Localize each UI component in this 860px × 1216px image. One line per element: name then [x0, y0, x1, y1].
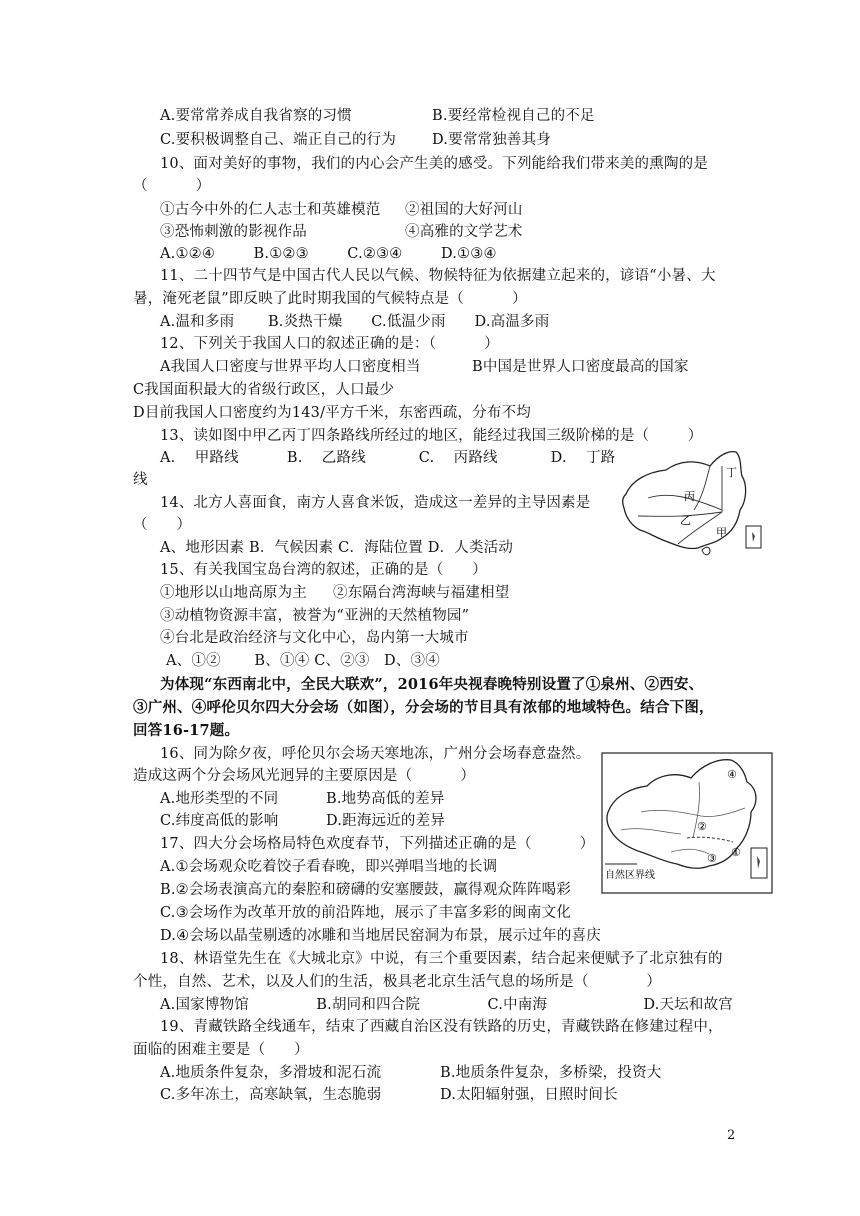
map-label-bing: 丙 — [684, 490, 695, 503]
q19-stem-line2: 面临的困难主要是（ ） — [133, 1042, 309, 1058]
q10-choices: A.①②④ B.①②③ C.②③④ D.①③④ — [160, 246, 497, 262]
q16-option-c: C.纬度高低的影响 — [160, 813, 279, 829]
q16-17-intro-line2: ③广州、④呼伦贝尔四大分会场（如图），分会场的节目具有浓郁的地域特色。结合下图， — [133, 699, 714, 716]
q16-stem-line2: 造成这两个分会场风光迥异的主要原因是（ ） — [133, 768, 476, 784]
venue-label-3: ③ — [707, 852, 717, 865]
q16-17-intro-line3: 回答16-17题。 — [133, 722, 240, 739]
q13-route-map — [618, 446, 768, 564]
q9-option-b: B.要经常检视自己的不足 — [432, 108, 595, 124]
q13-choices: A. 甲路线 B. 乙路线 C. 丙路线 D. 丁路 — [160, 450, 616, 466]
q16-option-a: A.地形类型的不同 — [160, 791, 279, 807]
q12-option-d: D目前我国人口密度约为143/平方千米，东密西疏，分布不均 — [133, 405, 531, 421]
q19-option-c: C.多年冻土，高寒缺氧，生态脆弱 — [160, 1087, 382, 1103]
q10-answer-paren: （ ） — [133, 178, 211, 194]
q10-item-2: ②祖国的大好河山 — [405, 202, 523, 218]
q18-stem-line2: 个性，自然、艺术，以及人们的生活，极具老北京生活气息的场所是（ ） — [133, 974, 662, 990]
q11-choices: A.温和多雨 B.炎热干燥 C.低温少雨 D.高温多雨 — [160, 314, 550, 330]
q14-stem: 14、北方人喜面食，南方人喜食米饭，造成这一差异的主导因素是 — [160, 495, 591, 511]
q17-option-b: B.②会场表演高亢的秦腔和磅礴的安塞腰鼓，赢得观众阵阵喝彩 — [160, 882, 572, 898]
q16-17-intro-line1: 为体现“东西南北中，全民大联欢”，2016年央视春晚特别设置了①泉州、②西安、 — [160, 676, 704, 693]
q19-option-d: D.太阳辐射强，日照时间长 — [440, 1087, 618, 1103]
q16-option-d: D.距海远近的差异 — [326, 813, 446, 829]
q15-statement-1: ①地形以山地高原为主 — [160, 585, 307, 601]
q19-option-a: A.地质条件复杂，多滑坡和泥石流 — [160, 1065, 382, 1081]
q17-option-d: D.④会场以晶莹剔透的冰雕和当地居民窑洞为布景，展示过年的喜庆 — [160, 928, 601, 944]
q12-option-b: B中国是世界人口密度最高的国家 — [472, 359, 689, 375]
q15-choices: A、①② B、①④ C、②③ D、③④ — [166, 653, 440, 669]
q14-answer-paren: （ ） — [133, 517, 192, 533]
q16-stem-line1: 16、同为除夕夜，呼伦贝尔会场天寒地冻，广州分会场春意盎然。 — [160, 746, 591, 762]
q14-choices: A、地形因素 B．气候因素 C．海陆位置 D．人类活动 — [160, 540, 514, 556]
q15-statement-3: ③动植物资源丰富，被誉为“亚洲的天然植物园” — [160, 608, 470, 624]
q13-stem: 13、读如图中甲乙丙丁四条路线所经过的地区，能经过我国三级阶梯的是（ ） — [160, 428, 703, 444]
q10-item-4: ④高雅的文学艺术 — [405, 224, 523, 240]
q15-statement-4: ④台北是政治经济与文化中心，岛内第一大城市 — [160, 630, 469, 646]
venue-label-2: ② — [697, 820, 707, 833]
q15-stem: 15、有关我国宝岛台湾的叙述，正确的是（ ） — [160, 562, 488, 578]
q10-item-3: ③恐怖刺激的影视作品 — [160, 224, 307, 240]
q9-option-c: C.要积极调整自己、端正自己的行为 — [160, 132, 397, 148]
q19-stem-line1: 19、青藏铁路全线通车，结束了西藏自治区没有铁路的历史，青藏铁路在修建过程中， — [160, 1019, 723, 1035]
q15-statement-2: ②东隔台湾海峡与福建相望 — [333, 585, 510, 601]
q18-stem-line1: 18、林语堂先生在《大城北京》中说，有三个重要因素，结合起来便赋予了北京独有的 — [160, 951, 723, 967]
q12-option-a: A我国人口密度与世界平均人口密度相当 — [160, 359, 421, 375]
map-label-jia: 甲 — [716, 526, 727, 539]
q17-stem: 17、四大分会场格局特色欢度春节，下列描述正确的是（ ） — [160, 836, 595, 852]
q18-choices: A.国家博物馆 B.胡同和四合院 C.中南海 D.天坛和故宫 — [160, 997, 733, 1013]
map-legend: 自然区界线 — [605, 870, 655, 881]
page-number: 2 — [727, 1128, 736, 1143]
map-label-yi: 乙 — [680, 514, 691, 527]
q9-option-a: A.要常常养成自我省察的习惯 — [160, 108, 352, 124]
q12-stem: 12、下列关于我国人口的叙述正确的是：（ ） — [160, 336, 499, 352]
q17-option-a: A.①会场观众吃着饺子看春晚，即兴弹唱当地的长调 — [160, 859, 498, 875]
q13-choices-cont: 线 — [133, 472, 148, 488]
map-label-ding: 丁 — [726, 466, 737, 479]
q17-option-c: C.③会场作为改革开放的前沿阵地，展示了丰富多彩的闽南文化 — [160, 905, 571, 921]
q10-item-1: ①古今中外的仁人志士和英雄模范 — [160, 202, 381, 218]
q16-option-b: B.地势高低的差异 — [326, 791, 445, 807]
venue-label-1: ① — [731, 846, 741, 859]
q11-stem-line2: 暑，淹死老鼠”即反映了此时期我国的气候特点是（ ） — [133, 291, 527, 307]
q19-option-b: B.地质条件复杂，多桥梁，投资大 — [440, 1065, 662, 1081]
q9-option-d: D.要常常独善其身 — [432, 132, 552, 148]
venue-label-4: ④ — [727, 768, 737, 781]
q11-stem-line1: 11、二十四节气是中国古代人民以气候、物候特征为依据建立起来的，谚语“小暑、大 — [160, 268, 716, 284]
q10-stem: 10、面对美好的事物，我们的内心会产生美的感受。下列能给我们带来美的熏陶的是 — [160, 156, 709, 172]
q16-17-venue-map — [601, 752, 773, 894]
q12-option-c: C我国面积最大的省级行政区，人口最少 — [133, 382, 395, 398]
